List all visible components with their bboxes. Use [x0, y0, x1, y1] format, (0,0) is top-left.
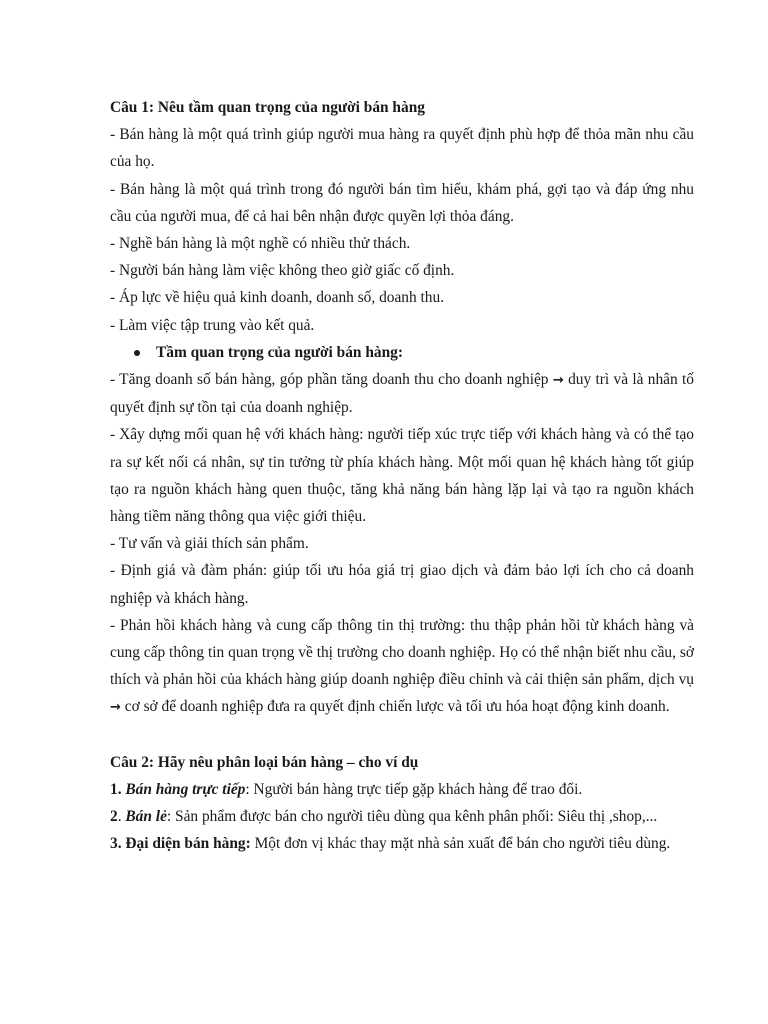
- section-spacer: [110, 722, 694, 749]
- item-separator: :: [166, 808, 172, 826]
- importance-point-2: - Xây dựng mối quan hệ với khách hàng: người tiếp xúc trực tiếp với khách hàng và có thể tạo ra sự kết nối cá nhân, sự tin tưởng từ phía khách hàng. Một mối quan hệ khách hàng tốt giúp tạo ra nguồn khách hàng quen thuộc, tăng khả năng bán hàng lặp lại và tạo ra nguồn khách hàng tiềm năng thông qua việc giới thiệu.: [110, 426, 694, 526]
- item-number: 3.: [110, 835, 122, 853]
- item-text: Người bán hàng trực tiếp gặp khách hàng để trao đổi.: [249, 780, 583, 798]
- importance-point-5: [110, 612, 694, 722]
- q1-line-6: - Làm việc tập trung vào kết quả.: [110, 316, 315, 334]
- importance-point-1: [110, 366, 694, 421]
- item-text: Sản phẩm được bán cho người tiêu dùng qua kênh phân phối: Siêu thị ,shop,...: [171, 808, 658, 826]
- sales-type-item-1: [110, 776, 694, 803]
- right-arrow-icon: →: [110, 700, 121, 716]
- q1-line-4: - Người bán hàng làm việc không theo giờ giấc cố định.: [110, 262, 455, 280]
- item-text: Một đơn vị khác thay mặt nhà sản xuất để bán cho người tiêu dùng.: [250, 835, 671, 853]
- q1-line-1: - Bán hàng là một quá trình giúp người mua hàng ra quyết định phù hợp để thỏa mãn nhu cầu của họ.: [110, 126, 694, 171]
- q1-line-3: - Nghề bán hàng là một nghề có nhiều thử thách.: [110, 235, 411, 253]
- item-term: Bán lẻ: [125, 808, 167, 826]
- question-2-heading: Câu 2: Hãy nêu phân loại bán hàng – cho ví dụ: [110, 753, 419, 771]
- sales-type-item-2: [110, 803, 694, 830]
- sales-type-item-3: [110, 830, 694, 857]
- point-5-text-b: cơ sở để doanh nghiệp đưa ra quyết định chiến lược và tối ưu hóa hoạt động kinh doanh.: [120, 698, 670, 716]
- q1-line-2: - Bán hàng là một quá trình trong đó người bán tìm hiểu, khám phá, gợi tạo và đáp ứng nhu cầu của người mua, để cả hai bên nhận được quyền lợi thỏa đáng.: [110, 180, 694, 225]
- importance-point-4: - Định giá và đàm phán: giúp tối ưu hóa giá trị giao dịch và đảm bảo lợi ích cho cả doanh nghiệp và khách hàng.: [110, 562, 694, 607]
- point-5-text-a: - Phản hồi khách hàng và cung cấp thông tin thị trường: thu thập phản hồi từ khách hàng và cung cấp thông tin quan trọng về thị trường cho doanh nghiệp. Họ có thể nhận biết nhu cầu, sở thích và phản hồi của khách hàng giúp doanh nghiệp điều chỉnh và cải thiện sản phẩm, dịch vụ: [110, 616, 694, 689]
- item-number-dot: .: [117, 808, 122, 826]
- point-1-text-a: - Tăng doanh số bán hàng, góp phần tăng doanh thu cho doanh nghiệp: [110, 371, 549, 389]
- point-1-text-b: duy trì và là nhân tố quyết định sự tồn tại của doanh nghiệp.: [110, 371, 694, 417]
- item-number: 2: [110, 808, 118, 826]
- question-1-heading: Câu 1: Nêu tầm quan trọng của người bán hàng: [110, 99, 425, 116]
- item-separator: :: [245, 780, 250, 798]
- importance-point-3: - Tư vấn và giải thích sản phẩm.: [110, 535, 309, 553]
- bullet-dot-icon: [134, 350, 140, 356]
- document-page: [110, 94, 694, 857]
- importance-bullet-heading: [110, 339, 694, 366]
- item-term: Đại diện bán hàng:: [125, 835, 251, 853]
- q1-line-5: - Áp lực về hiệu quả kinh doanh, doanh số, doanh thu.: [110, 289, 445, 307]
- right-arrow-icon: →: [552, 373, 564, 389]
- bullet-heading-text: Tầm quan trọng của người bán hàng:: [156, 343, 403, 361]
- item-term: Bán hàng trực tiếp: [125, 780, 246, 798]
- item-number: 1.: [110, 780, 122, 798]
